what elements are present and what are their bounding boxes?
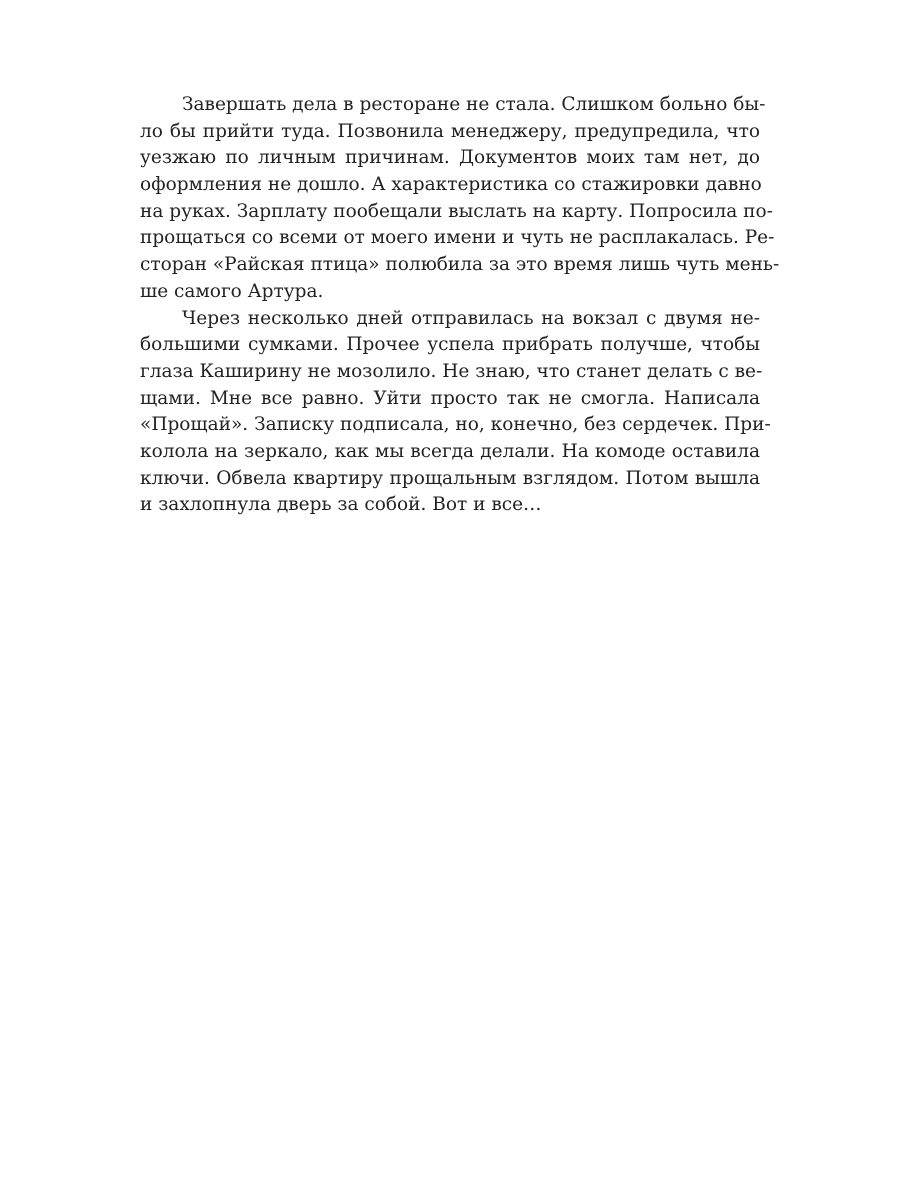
paragraph: [140, 92, 780, 306]
text-line: Завершать дела в ресторане не стала. Слишком больно бы-: [182, 94, 766, 115]
text-line: ше самого Артура.: [140, 280, 324, 302]
text-line: большими сумками. Прочее успела прибрать получше, чтобы: [140, 334, 760, 356]
paragraph: [140, 306, 771, 520]
text-line: уезжаю по личным причинам. Документов моих там нет, до: [140, 147, 760, 169]
text-line: прощаться со всеми от моего имени и чуть не расплакалась. Ре-: [140, 227, 775, 249]
text-line: сторан «Райская птица» полюбила за это время лишь чуть мень-: [140, 254, 780, 276]
text-line: глаза Каширину не мозолило. Не знаю, что станет делать с ве-: [140, 360, 763, 382]
text-line: на руках. Зарплату пообещали выслать на карту. Попросила по-: [140, 200, 773, 222]
text-line: ло бы прийти туда. Позвонила менеджеру, предупредила, что: [140, 120, 760, 142]
text-line: «Прощай». Записку подписала, но, конечно, без сердечек. При-: [140, 414, 771, 436]
body-text: [140, 92, 780, 519]
text-line: ключи. Обвела квартиру прощальным взглядом. Потом вышла: [140, 467, 760, 489]
text-line: и захлопнула дверь за собой. Вот и все…: [140, 494, 542, 516]
text-line: оформления не дошло. А характеристика со стажировки давно: [140, 174, 762, 196]
text-line: щами. Мне все равно. Уйти просто так не смогла. Написала: [140, 387, 760, 409]
text-line: колола на зеркало, как мы всегда делали. На комоде оставила: [140, 440, 760, 462]
text-line: Через несколько дней отправилась на вокзал с двумя не-: [182, 307, 760, 329]
